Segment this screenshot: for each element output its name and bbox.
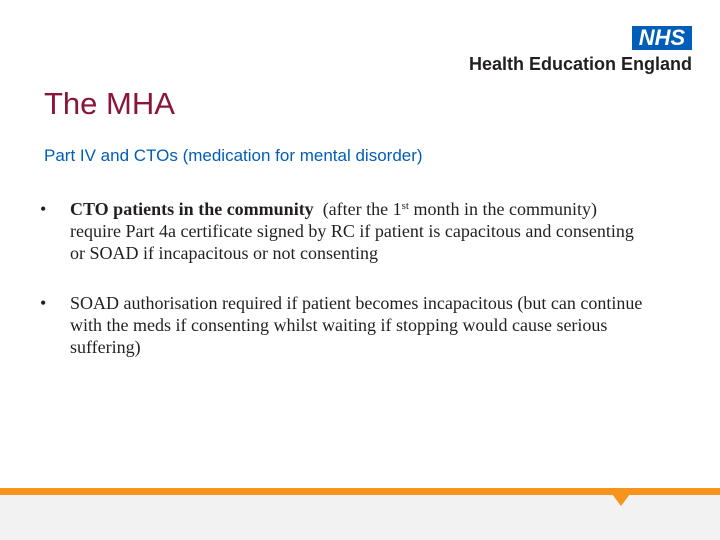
bullet-marker: • [40, 293, 47, 313]
bullet-item-cto [40, 198, 650, 264]
bullet-marker: • [40, 199, 47, 219]
nhs-hee-logo [442, 26, 692, 76]
bullet-item-soad [40, 292, 650, 358]
bullet-superscript: st [401, 200, 409, 212]
bullet-bold-text: CTO patients in the community [70, 199, 314, 219]
nhs-logo-badge: NHS [632, 26, 692, 50]
bullet-text-part: month in the community) require Part 4a certificate signed by RC if patient is capacitous and consenting or SOAD if incapacitous or not consenting [70, 199, 634, 263]
footer-notch [612, 494, 630, 506]
org-name: Health Education England [468, 54, 692, 74]
slide-subtitle: Part IV and CTOs (medication for mental disorder) [44, 146, 423, 165]
slide-title: The MHA [44, 86, 175, 121]
bullet-text: SOAD authorisation required if patient becomes incapacitous (but can continue with the meds if consenting whilst waiting if stopping would cause serious suffering) [70, 293, 643, 357]
bullet-text-part: (after the 1 [313, 199, 402, 219]
bullet-list [40, 198, 650, 386]
